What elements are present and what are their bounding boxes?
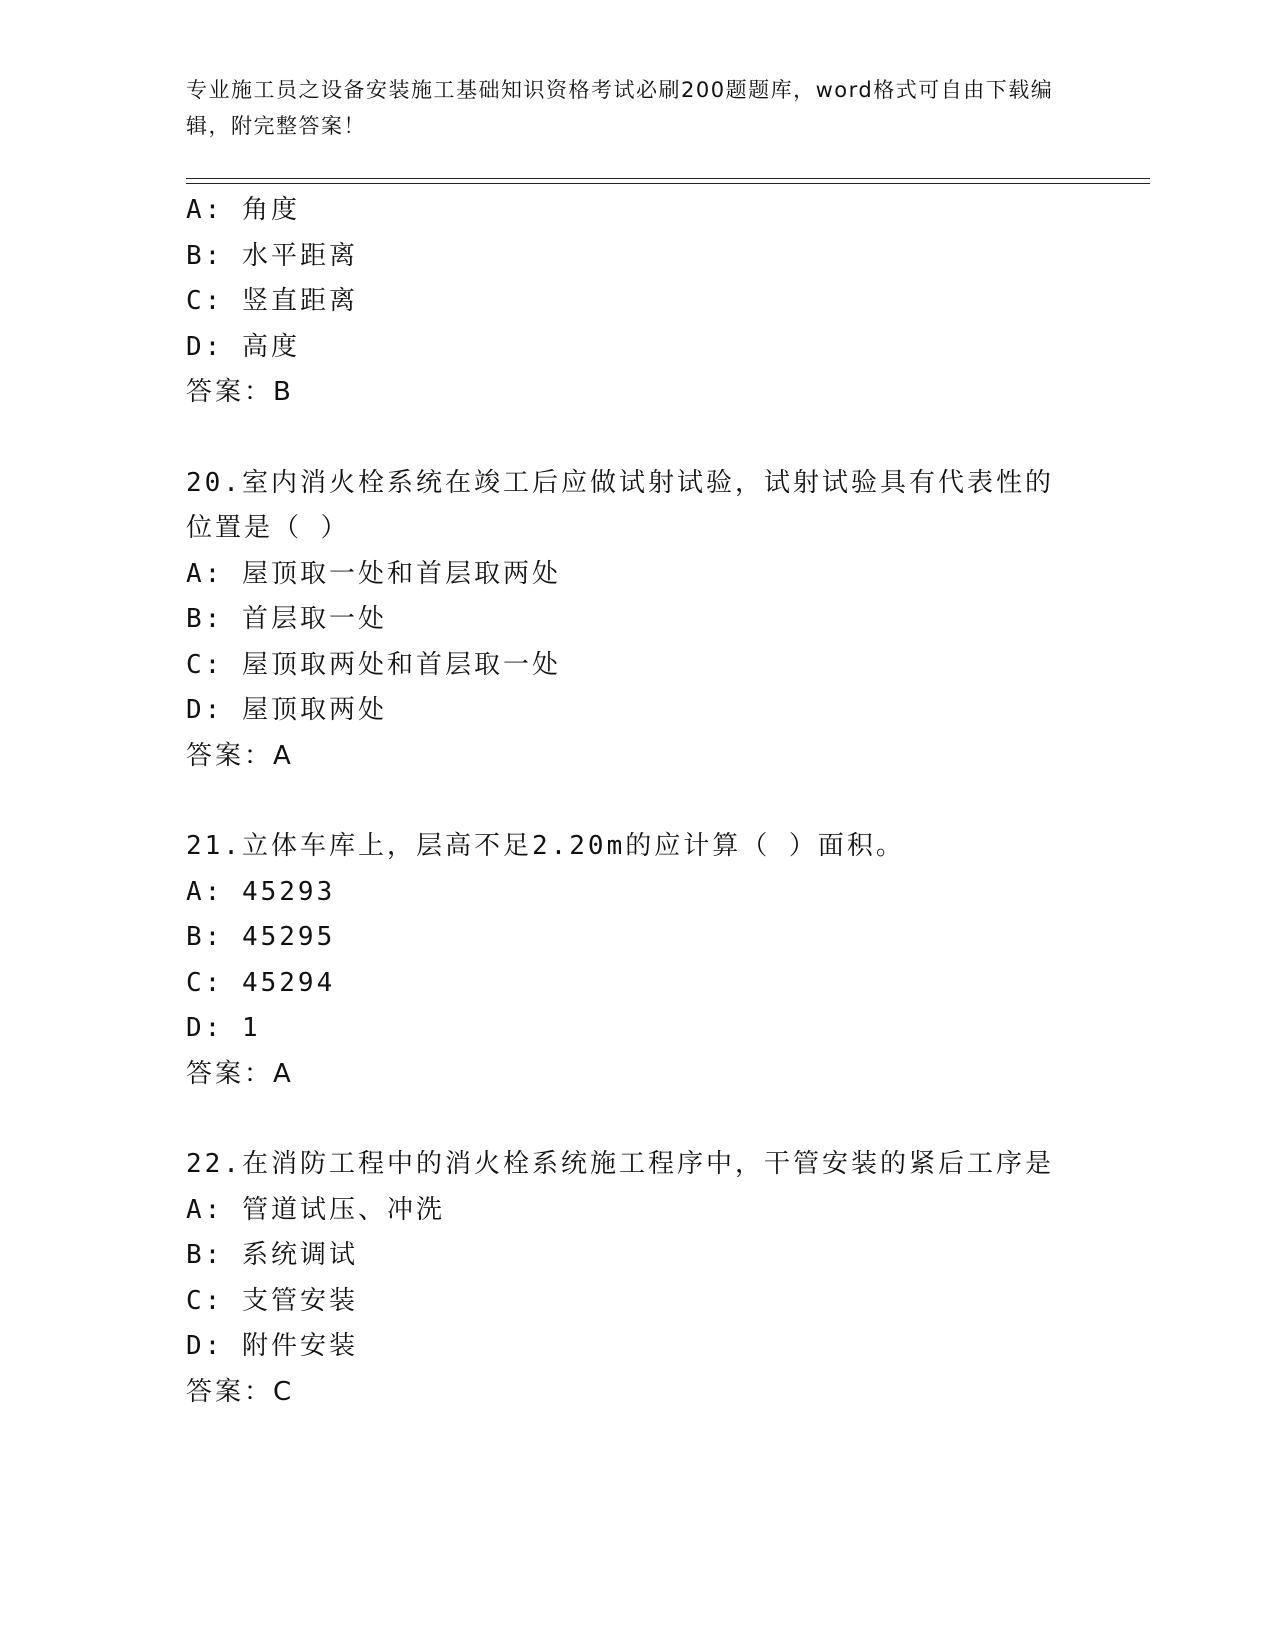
option-c xyxy=(186,1279,1076,1325)
option-letter: D: xyxy=(186,695,224,725)
option-text: 屋顶取两处 xyxy=(241,695,387,725)
option-b xyxy=(186,1233,1076,1279)
question-spacer xyxy=(186,1097,1076,1142)
option-letter: C: xyxy=(186,1285,224,1316)
option-letter: C: xyxy=(186,286,224,316)
option-text: 支管安装 xyxy=(241,1285,358,1316)
option-text: 45294 xyxy=(241,967,336,998)
question-stem: 20.室内消火栓系统在竣工后应做试射试验，试射试验具有代表性的位置是（ ） xyxy=(186,467,1054,543)
option-b xyxy=(186,915,1076,961)
option-text: 屋顶取一处和首层取两处 xyxy=(241,558,561,589)
option-text: 角度 xyxy=(241,195,300,225)
option-a xyxy=(186,188,1076,234)
question-21 xyxy=(186,824,1076,1097)
option-letter: C: xyxy=(186,967,224,998)
option-letter: A: xyxy=(186,195,224,225)
option-a xyxy=(186,1188,1076,1234)
option-text: 45295 xyxy=(241,922,336,952)
option-letter: C: xyxy=(186,649,224,680)
option-d xyxy=(186,1006,1076,1052)
option-text: 管道试压、冲洗 xyxy=(241,1194,445,1225)
option-text: 45293 xyxy=(241,876,336,907)
option-letter: D: xyxy=(186,1331,224,1361)
option-text: 水平距离 xyxy=(241,240,358,271)
option-a xyxy=(186,870,1076,916)
header-divider-bottom xyxy=(186,183,1150,184)
option-letter: B: xyxy=(186,240,224,271)
question-spacer xyxy=(186,416,1076,461)
option-d xyxy=(186,688,1076,734)
header-divider-top xyxy=(186,178,1150,179)
question-22 xyxy=(186,1142,1076,1415)
option-d xyxy=(186,1324,1076,1370)
option-letter: B: xyxy=(186,604,224,634)
option-letter: A: xyxy=(186,876,224,907)
option-text: 首层取一处 xyxy=(241,604,387,634)
option-letter: A: xyxy=(186,1194,224,1225)
option-b xyxy=(186,234,1076,280)
option-b xyxy=(186,597,1076,643)
option-text: 屋顶取两处和首层取一处 xyxy=(241,649,561,680)
question-stem: 22.在消防工程中的消火栓系统施工程序中，干管安装的紧后工序是 xyxy=(186,1149,1054,1179)
option-a xyxy=(186,552,1076,598)
option-d xyxy=(186,325,1076,371)
question-stem: 21.立体车库上，层高不足2.20m的应计算（ ）面积。 xyxy=(186,831,905,861)
question-list xyxy=(186,188,1076,1415)
option-letter: D: xyxy=(186,331,224,362)
option-text: 附件安装 xyxy=(241,1331,358,1361)
answer-line: 答案：A xyxy=(186,740,294,771)
option-text: 竖直距离 xyxy=(241,286,358,316)
option-text: 系统调试 xyxy=(241,1240,358,1270)
question-spacer xyxy=(186,779,1076,824)
option-text: 高度 xyxy=(241,331,300,362)
option-text: 1 xyxy=(241,1013,261,1043)
option-letter: D: xyxy=(186,1013,224,1043)
document-header: 专业施工员之设备安装施工基础知识资格考试必刷200题题库，word格式可自由下载编辑，附完整答案！ xyxy=(186,78,1054,138)
option-c xyxy=(186,279,1076,325)
option-letter: B: xyxy=(186,1240,224,1270)
answer-line: 答案：C xyxy=(186,1376,295,1407)
answer-line: 答案：B xyxy=(186,377,294,407)
question-19-partial xyxy=(186,188,1076,416)
answer-line: 答案：A xyxy=(186,1058,294,1089)
option-c xyxy=(186,961,1076,1007)
option-letter: B: xyxy=(186,922,224,952)
option-c xyxy=(186,643,1076,689)
option-letter: A: xyxy=(186,558,224,589)
question-20 xyxy=(186,461,1076,780)
